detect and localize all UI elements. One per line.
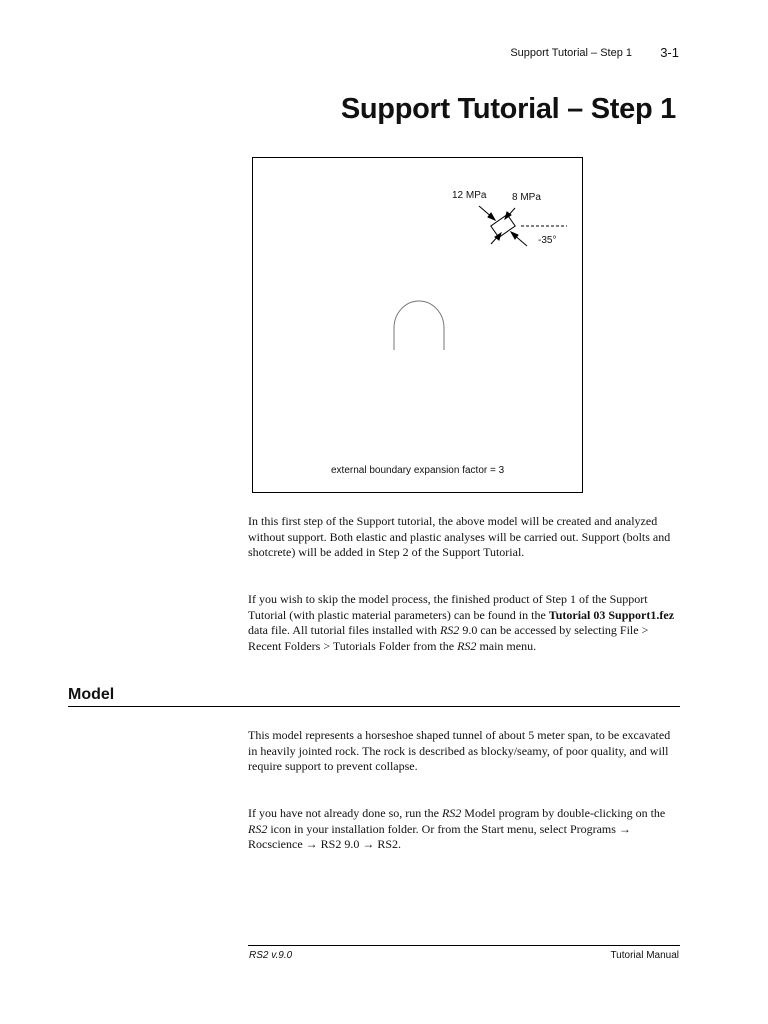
footer-manual: Tutorial Manual: [610, 950, 679, 961]
section-heading: Model: [68, 686, 115, 703]
page-title: Support Tutorial – Step 1: [340, 93, 676, 125]
model-paragraph-2: [248, 806, 680, 853]
intro-paragraph-2: [248, 592, 680, 654]
program-name: RS2: [457, 638, 477, 653]
running-header: Support Tutorial – Step 1: [510, 47, 632, 59]
program-name: RS2: [441, 806, 462, 820]
text: 9.0 can be accessed by selecting File > Recent Folders > Tutorials Folder from the: [248, 623, 649, 653]
program-name: RS2: [439, 623, 460, 637]
text: If you have not already done so, run the: [248, 806, 442, 820]
horseshoe-tunnel: [394, 301, 444, 350]
text: Model program by double-clicking on the: [461, 806, 666, 820]
sigma3-label: 8 MPa: [512, 192, 541, 203]
model-diagram: [253, 158, 584, 494]
stress-element: [491, 215, 515, 238]
section-divider: [68, 706, 680, 707]
footer-divider: [248, 945, 680, 946]
file-name: Tutorial 03 Support1.fez: [548, 607, 675, 622]
page-number: 3-1: [660, 45, 679, 60]
angle-label: -35°: [538, 235, 557, 246]
text: icon in your installation folder. Or from the Start menu, select Programs → Rocscience → RS2 9.0 → RS2.: [248, 821, 631, 851]
footer-version: RS2 v.9.0: [249, 950, 293, 961]
intro-paragraph-1: In this first step of the Support tutorial, the above model will be created and analyzed without support. Both elastic and plastic analyses will be carried out. Support (bolts and shotcrete) will be added in Step 2 of the Support Tutorial.: [248, 514, 671, 559]
program-name: RS2: [248, 821, 268, 836]
model-figure: [252, 157, 583, 493]
text: If you wish to skip the model process, the finished product of Step 1 of the Support Tutorial (with plastic material parameters) can be found in the: [248, 592, 648, 622]
model-paragraph-1: This model represents a horseshoe shaped tunnel of about 5 meter span, to be excavated in heavily jointed rock. The rock is described as blocky/seamy, of poor quality, and will require support to prevent collapse.: [248, 728, 671, 773]
text: main menu.: [476, 638, 537, 653]
sigma1-label: 12 MPa: [452, 190, 487, 201]
text: data file. All tutorial files installed with: [248, 623, 440, 637]
figure-caption: external boundary expansion factor = 3: [331, 465, 505, 476]
